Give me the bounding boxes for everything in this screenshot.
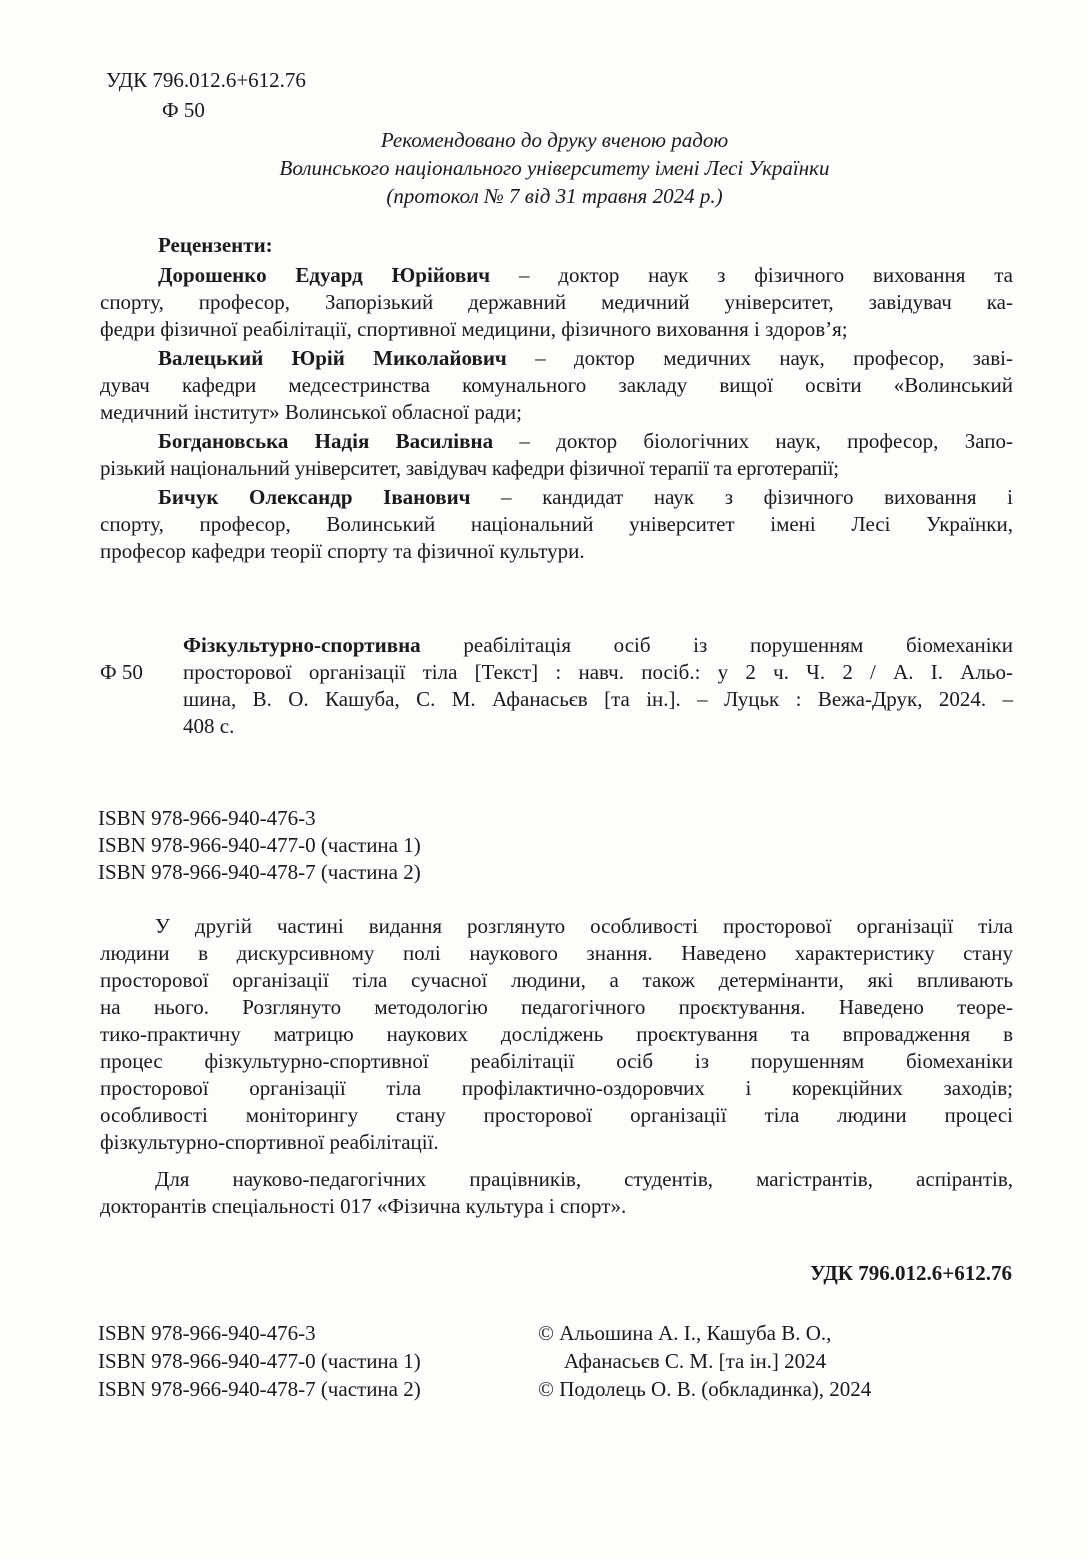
reviewer-name: Богдановська Надія Василівна [158,429,494,453]
catalog-index: Ф 50 [100,660,143,684]
abstract-line: просторової організації тіла сучасної людини, а також детермінанти, які впливають [100,968,1013,992]
audience-line: Для науково-педагогічних працівників, студентів, магістрантів, аспірантів, [155,1167,1013,1191]
copyright-line: © Альошина А. І., Кашуба В. О., [538,1321,832,1345]
reviewer-text-line: спорту, професор, Запорізький державний медичний університет, завідувач ка- [100,290,1013,314]
copyright-line: © Подолець О. В. (обкладинка), 2024 [538,1377,872,1401]
reviewer-name: Валецький Юрій Миколайович [158,346,507,370]
reviewer-text-line: медичний інститут» Волинської обласної ради; [100,400,522,424]
catalog-entry: Фізкультурно-спортивна реабілітація осіб із порушенням біомеханіки [183,633,1013,657]
abstract-line: тико-практичну матрицю наукових досліджень проєктування та впровадження в [100,1022,1013,1046]
reviewer-entry: Дорошенко Едуард Юрійович – доктор наук з фізичного виховання та [158,263,1013,287]
reviewer-text-line: різький національний університет, завідувач кафедри фізичної терапії та ерготерапії; [100,456,839,480]
abstract-line: фізкультурно-спортивної реабілітації. [100,1130,439,1154]
catalog-index-top: Ф 50 [162,98,205,122]
reviewer-entry: Валецький Юрій Миколайович – доктор медичних наук, професор, заві- [158,346,1013,370]
recommendation-line: Волинського національного університету імені Лесі Українки [279,156,830,180]
reviewer-text-line: федри фізичної реабілітації, спортивної медицини, фізичного виховання і здоров’я; [100,317,848,341]
abstract-line: людини в дискурсивному полі наукового знання. Наведено характеристику стану [100,941,1013,965]
reviewer-text-line: професор кафедри теорії спорту та фізичної культури. [100,539,585,563]
isbn-line: ISBN 978-966-940-477-0 (частина 1) [98,833,421,857]
abstract-line: процес фізкультурно-спортивної реабілітації осіб із порушенням біомеханіки [100,1049,1013,1073]
reviewer-entry: Богдановська Надія Василівна – доктор біологічних наук, професор, Запо- [158,429,1013,453]
udc-code-top: УДК 796.012.6+612.76 [106,68,306,92]
catalog-text-line: 408 с. [183,714,235,738]
copyright-line: Афанасьєв С. М. [та ін.] 2024 [564,1349,827,1373]
abstract-line: У другій частині видання розглянуто особливості просторової організації тіла [155,914,1013,938]
reviewers-heading: Рецензенти: [158,233,273,257]
abstract-line: на нього. Розглянуто методологію педагогічного проєктування. Наведено теоре- [100,995,1013,1019]
recommendation-line: Рекомендовано до друку вченою радою [380,128,729,152]
reviewer-text-line: дувач кафедри медсестринства комунального закладу вищої освіти «Волинський [100,373,1013,397]
recommendation-line: (протокол № 7 від 31 травня 2024 р.) [386,184,723,208]
isbn-bottom-line: ISBN 978-966-940-476-3 [98,1321,316,1345]
reviewer-entry: Бичук Олександр Іванович – кандидат наук з фізичного виховання і [158,485,1013,509]
reviewer-name: Дорошенко Едуард Юрійович [158,263,491,287]
isbn-bottom-line: ISBN 978-966-940-478-7 (частина 2) [98,1377,421,1401]
reviewer-name: Бичук Олександр Іванович [158,485,471,509]
abstract-line: просторової організації тіла профілактично-оздоровчих і корекційних заходів; [100,1076,1013,1100]
isbn-line: ISBN 978-966-940-478-7 (частина 2) [98,860,421,884]
catalog-text-line: шина, В. О. Кашуба, С. М. Афанасьєв [та ін.]. – Луцьк : Вежа-Друк, 2024. – [183,687,1013,711]
udc-code-bottom: УДК 796.012.6+612.76 [810,1261,1012,1285]
reviewer-text-line: спорту, професор, Волинський національний університет імені Лесі Українки, [100,512,1013,536]
audience-line: докторантів спеціальності 017 «Фізична культура і спорт». [100,1194,627,1218]
catalog-title: Фізкультурно-спортивна [183,633,421,657]
isbn-bottom-line: ISBN 978-966-940-477-0 (частина 1) [98,1349,421,1373]
isbn-line: ISBN 978-966-940-476-3 [98,806,316,830]
catalog-text-line: просторової організації тіла [Текст] : навч. посіб.: у 2 ч. Ч. 2 / А. І. Альо- [183,660,1013,684]
abstract-line: особливості моніторингу стану просторової організації тіла людини процесі [100,1103,1013,1127]
